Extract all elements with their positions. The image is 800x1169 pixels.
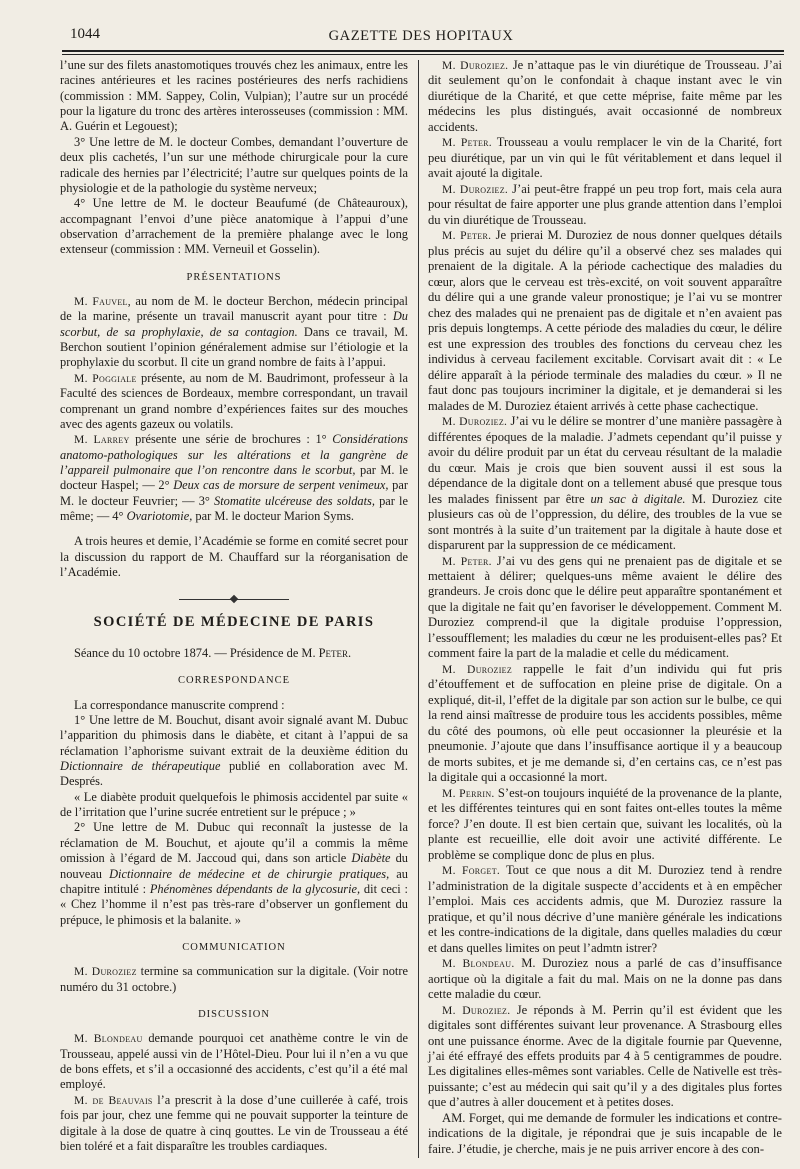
- paragraph: [428, 786, 782, 863]
- left-column: [60, 58, 408, 1154]
- text-run: dit ceci : « Chez l’homme il n’est pas très-rare d’observer un gonflement du prépuce, le phimosis et la balanite. »: [60, 881, 408, 927]
- text-run: termine sa communication sur la digitale. (Voir notre numéro du 31 octobre.): [60, 964, 408, 994]
- paragraph: [428, 662, 782, 786]
- paragraph: [60, 1093, 408, 1154]
- paragraph: [428, 956, 782, 1002]
- column-divider: [418, 60, 419, 1158]
- speaker-name: M. Blondeau: [74, 1032, 143, 1046]
- text-run: Tout ce que nous a dit M. Duroziez tend à rendre l’administration de la digitale suspecte d’accidents et à en empêcher l’emploi. Mais ces accidents admis, que M. Duroziez rassure la pratique, et qu’il nous décrive d’une manière générale les indications et les contre-indications de la digitale, dans quelles maladies du cœur et dans quelles limites on peut l’admtn istrer?: [428, 863, 783, 955]
- text-run: au nom de M. le docteur Berchon, médecin principal de la marine, présente un travail manuscrit ayant pour titre :: [60, 294, 409, 324]
- speaker-name: M. Perrin.: [442, 786, 495, 800]
- text-run: par M. le docteur Haspel; — 2°: [60, 462, 409, 493]
- ornament-diamond: [230, 594, 238, 602]
- text-run: Je n’attaque pas le vin diurétique de Trousseau. J’ai dit seulement qu’on le confondait à chaque instant avec le vin diurétique de la Charité, et que cette méprise, faite même par les médecins les plus distingués, avait occasionné de nombreux accidents.: [428, 58, 782, 134]
- paragraph: [428, 863, 782, 956]
- speaker-name: M. Peter.: [442, 554, 492, 568]
- text-run: du nouveau: [60, 851, 408, 881]
- work-title: Deux cas de morsure de serpent venimeux,: [173, 478, 389, 493]
- speaker-name: M. Peter.: [442, 229, 492, 243]
- text-run: par le même; — 4°: [60, 493, 409, 524]
- speaker-name: M. de Beauvais: [74, 1093, 153, 1107]
- section-heading-discussion: DISCUSSION: [198, 1009, 270, 1021]
- text-run: demande pourquoi cet anathème contre le vin de Trousseau, appelé aussi vin de l’Hôtel-Dieu. Pour lui il n’en a vu que de bons effets, et s’il a occasionné des accidents, c’est qu’il a été mal employé.: [60, 1031, 408, 1092]
- text-run: J’ai vu des gens qui ne prenaient pas de digitale et se mettaient à délirer; quelques-uns même avaient le délire des grandeurs. Je crois donc que le délire peut apparaître spontanément et que la digitale ne fait qu’en favoriser le développement. Comment M. Duroziez comprend-il que la digitale produise l’oppression, l’essoufflement; les maladies du cœur ne les produisent-elles pas? Et comment faire la part de la maladie et celle du médicament.: [428, 553, 782, 661]
- paragraph: [60, 964, 408, 995]
- text-run: 1° Une lettre de M. Bouchut, disant avoir signalé avant M. Dubuc l’apparition du phimosis dans le diabète, et citant à l’appui de sa réclamation l’aphorisme suivant extrait de la deuxième édition du: [60, 712, 408, 758]
- journal-title: GAZETTE DES HOPITAUX: [328, 28, 514, 44]
- speaker-name: M. Poggiale: [74, 371, 137, 385]
- text-run: par M. le docteur Marion Syms.: [192, 509, 355, 524]
- session-line: [60, 646, 408, 661]
- paragraph: l’une sur des filets anastomotiques trouvés chez les animaux, entre les racines antérieures et les racines postérieures des nerfs rachidiens (commission : MM. Sappey, Colin, Vulpian); l’autre sur un procédé pour la ligature du tronc des artères interosseuses (commission : MM. A. Guérin et Legouest);: [60, 58, 408, 134]
- section-ornament: [179, 599, 289, 601]
- paragraph: La correspondance manuscrite comprend :: [74, 697, 285, 712]
- work-title: Dictionnaire de médecine et de chirurgie pratiques,: [109, 866, 390, 881]
- text-run: rappelle le fait d’un individu qui fut pris d’étouffement et de suffocation en pleine prise de digitale. On a expliqué, dit-il, l’effet de la digitale par son action sur le bulbe, ce qui la rend ainsi maîtresse de produire tous les accidents possibles, même du côté des poumons, où elle peut occasionner la pleurésie et la pneumonie. J’ajoute que dans l’insuffisance aortique il y a beaucoup de morts subites, et je me demande si, d’en certains cas, ce n’est pas la digitale qui a occasionné la mort.: [428, 661, 782, 785]
- paragraph: [428, 135, 782, 181]
- paragraph: [428, 1003, 782, 1111]
- paragraph: [428, 182, 782, 228]
- text-run: 2° Une lettre de M. Dubuc qui reconnaît la justesse de la réclamation de M. Bouchut, et ajoute qu’il a commis la même omission à l’égard de M. Jaccoud qui, dans son article: [60, 820, 408, 866]
- work-title: Dictionnaire de thérapeutique: [60, 759, 221, 774]
- text-run: présente une série de brochures : 1°: [129, 432, 333, 447]
- speaker-name: M. Blondeau.: [442, 957, 515, 971]
- paragraph: AM. Forget, qui me demande de formuler les indications et contre-indications de la digitale, je répondrai que je suis incapable de le faire. J’étudie, je cherche, mais je ne puis arriver encore à des con-: [428, 1110, 782, 1156]
- text-run: l’a prescrit à la dose d’une cuillerée à café, trois fois par jour, chez une femme qui ne pouvait supporter la teinture de digitale à la dose de quatre à cinq gouttes. Le vin de Trousseau a été bien toléré et a fait disparaître les troubles cardiaques.: [60, 1092, 408, 1153]
- paragraph: A trois heures et demie, l’Académie se forme en comité secret pour la discussion du rapport de M. Chauffard sur la réorganisation de l’Académie.: [60, 534, 408, 580]
- text-run: Je prierai M. Duroziez de nous donner quelques détails plus précis au sujet du délire qu’il a observé chez ses malades qui prenaient de la digitale. A la période cachectique des maladies du cœur, alors que le cerveau est très-excité, on voit souvent apparaître du délire qui a une grande valeur pronostique; je l’ai vu se montrer chez des malades qui ne prenaient pas de digitale et n’en avaient pas pris depuis longtemps. A cette période des maladies du cœur, le délire est une expression des troubles des fonctions du cerveau chez les individus à cerveau facilement excitable. Corvisart avait dit : « Le délire apparaît à la période terminale des maladies du cœur. » Il ne faut donc pas toujours incriminer la digitale, et je demanderai si les malades de M. Duroziez étaient arrivés à cette phase cachectique.: [428, 228, 782, 413]
- work-title: Considérations anatomo-pathologiques sur les altérations et la gangrène de l’appareil pulmonaire que l’on rencontre dans le scorbut,: [60, 432, 408, 477]
- paragraph: [60, 371, 408, 432]
- section-heading-correspondance: CORRESPONDANCE: [177, 675, 291, 687]
- text-run: Séance du 10 octobre 1874. — Présidence de M.: [74, 645, 319, 660]
- society-title: SOCIÉTÉ DE MÉDECINE DE PARIS: [93, 613, 375, 630]
- work-title: Du scorbut, de sa prophylaxie, de sa contagion.: [60, 309, 408, 339]
- header-rule-thin: [62, 54, 784, 55]
- text-run: Trousseau a voulu remplacer le vin de la Charité, fort peu diurétique, par un vin qui le fût véritablement et dans lequel il avait ajouté la digitale.: [428, 135, 782, 181]
- speaker-name: M. Peter.: [442, 136, 492, 150]
- paragraph: [60, 1031, 408, 1092]
- section-heading-communication: COMMUNICATION: [182, 941, 286, 953]
- text-run: Je réponds à M. Perrin qu’il est évident que les digitales sont différentes suivant leur provenance. A Strasbourg elles ont une puissance énorme. Avec de la digitale fournie par Quevenne, j’ai été effrayé des effets produits par 4 à 5 centigrammes de poudre. Les digitalines elles-mêmes sont variables. Celle de Nativelle est très-puissante; c’est au médecin qui sait qu’il y a des digitales plus fortes que d’autres à aller doucement et à petites doses.: [428, 1002, 782, 1110]
- paragraph: [60, 713, 408, 790]
- text-run: J’ai peut-être frappé un peu trop fort, mais cela aura pour résultat de faire apporter une plus grande attention dans l’emploi du vin diurétique de Trousseau.: [428, 181, 782, 227]
- paragraph: [428, 228, 782, 414]
- paragraph: 4° Une lettre de M. le docteur Beaufumé (de Châteauroux), accompagnant l’envoi d’une pièce anatomique à l’appui d’une observation d’arrachement de la première phalange avec le long extenseur (commission : MM. Verneuil et Gosselin).: [60, 196, 408, 257]
- speaker-name: M. Duroziez.: [442, 1003, 511, 1017]
- speaker-name: M. Duroziez: [442, 662, 513, 676]
- right-column: [428, 58, 782, 1157]
- text-run: S’est-on toujours inquiété de la provenance de la plante, et les différentes teintures qui en sont faites ont-elles toutes la même force? J’en doute. Il est bien certain que, suivant les localités, où la plante est recueillie, elle doit avoir une activité différente. Le problème se complique donc de plus en plus.: [428, 785, 782, 862]
- speaker-name: M. Duroziez.: [442, 182, 509, 196]
- paragraph: [60, 432, 408, 524]
- text-run: au chapitre intitulé :: [60, 866, 408, 896]
- section-heading-presentations: PRÉSENTATIONS: [186, 271, 282, 283]
- speaker-name: M. Forget.: [442, 864, 501, 878]
- emphasis: un sac à digitale.: [590, 491, 686, 506]
- speaker-name: M. Duroziez.: [442, 59, 509, 72]
- paragraph: [428, 414, 782, 553]
- paragraph: [60, 294, 408, 371]
- paragraph: [60, 820, 408, 928]
- speaker-name: M. Fauvel,: [74, 295, 131, 309]
- speaker-name: M. Duroziez: [74, 965, 137, 979]
- work-title: Phénomènes dépendants de la glycosurie,: [149, 881, 361, 896]
- text-run: Dans ce travail, M. Berchon soutient l’opinion généralement admise sur l’étiologie et la prophylaxie du scorbut. Il cite un grand nombre de faits à l’appui.: [60, 324, 408, 370]
- paragraph: 3° Une lettre de M. le docteur Combes, demandant l’ouverture de deux plis cachetés, l’un sur une méthode chirurgicale pour la cure radicale des hernies par l’électricité; l’autre sur quelques points de la physiologie et de la pathologie du système nerveux;: [60, 134, 408, 195]
- work-title: Stomatite ulcéreuse des soldats,: [214, 493, 375, 508]
- paragraph: [428, 554, 782, 662]
- work-title: Ovariotomie,: [126, 509, 193, 524]
- text-run: M. Duroziez nous a parlé de cas d’insuffisance aortique où la digitale a fait du mal. Mais on ne la donne pas dans cette maladie du cœur.: [428, 956, 783, 1002]
- paragraph: [428, 58, 782, 135]
- speaker-name: M. Larrey: [74, 433, 130, 447]
- header-rule-thick: [62, 50, 784, 52]
- quotation: « Le diabète produit quelquefois le phimosis accidentel par suite « de l’irritation que l’urine sucrée entretient sur le prépuce ; »: [60, 789, 408, 820]
- page-number: 1044: [70, 26, 100, 42]
- text-run: présente, au nom de M. Baudrimont, professeur à la Faculté des sciences de Bordeaux, membre correspondant, un travail comprenant un grand nombre d’expériences faites sur des mouches avec des agents gazeux ou volatils.: [60, 370, 408, 431]
- text-run: M. Duroziez cite plusieurs cas où de l’oppression, du délire, des troubles de la vue se sont montrés à la suite d’un traitement par la digitale à haute dose et disparurent par la suppression de ce médicament.: [428, 491, 783, 553]
- president-name: Peter.: [318, 645, 352, 660]
- page-header: [60, 26, 782, 48]
- text-run: J’ai vu le délire se montrer d’une manière passagère à différentes époques de la maladie. J’admets cependant qu’il puisse y avoir du délire produit par un état du cerveau résultant de la maladie du cœur. Mais je crois que bien souvent aussi il est sous la dépendance de la digitale dont on a tellement abusé que presque tous les malades finissent par être: [428, 414, 782, 506]
- speaker-name: M. Duroziez.: [442, 415, 508, 429]
- text-run: par M. le docteur Feuvrier; — 3°: [60, 478, 409, 508]
- work-title: Diabète: [351, 851, 391, 866]
- text-run: publié en collaboration avec M. Després.: [60, 759, 408, 789]
